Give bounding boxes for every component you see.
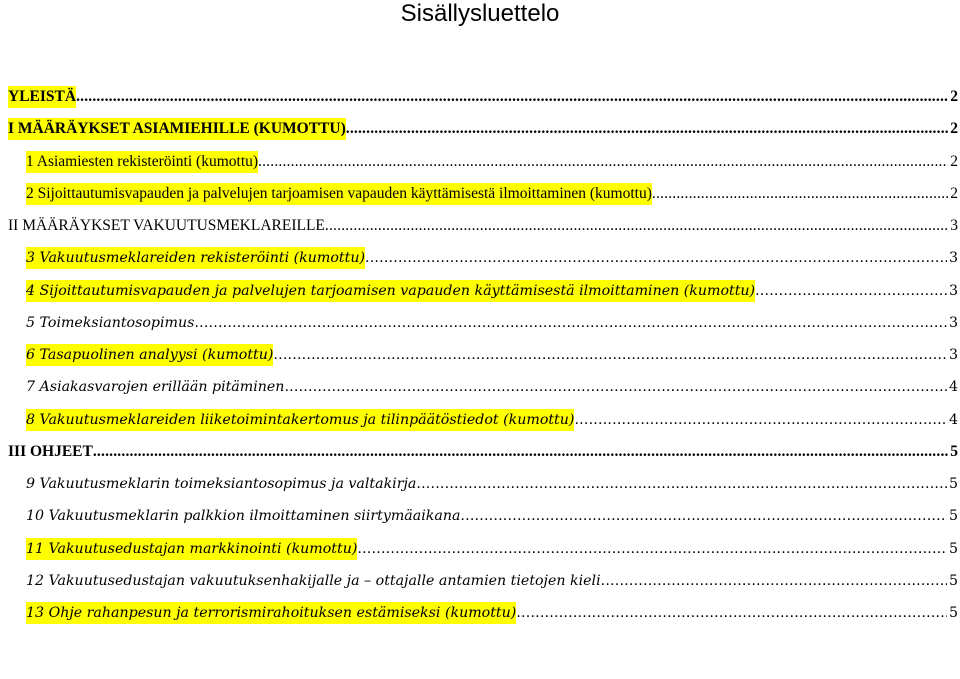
toc-entry-text: 4 Sijoittautumisvapauden ja palvelujen tarjoamisen vapauden käyttämisestä ilmoittaminen (kumottu): [26, 280, 755, 302]
dot-leader: [194, 312, 947, 334]
dot-leader: [273, 344, 947, 366]
toc-entry-text: III OHJEET: [8, 442, 93, 460]
toc-page-number: 2: [950, 88, 958, 105]
toc-entry-10[interactable]: [8, 505, 958, 530]
toc-entry-yleista[interactable]: [8, 86, 958, 111]
toc-page-number: 5: [948, 476, 958, 493]
toc-entry-5[interactable]: [8, 312, 958, 337]
toc-page-number: 3: [948, 314, 958, 331]
dot-leader: [346, 118, 949, 140]
page-title: Sisällysluettelo: [400, 0, 560, 27]
toc-page-number: 5: [948, 605, 958, 622]
table-of-contents: [8, 86, 958, 635]
toc-entry-maaraykset-asiamiehille[interactable]: [8, 118, 958, 143]
dot-leader: [755, 280, 947, 302]
toc-page-number: 3: [950, 217, 958, 235]
toc-entry-12[interactable]: [8, 570, 958, 595]
dot-leader: [93, 441, 948, 463]
toc-entry-text: 10 Vakuutusmeklarin palkkion ilmoittaminen siirtymäaikana: [26, 508, 461, 525]
toc-entry-text: 5 Toimeksiantosopimus: [26, 314, 195, 331]
toc-entry-text: 3 Vakuutusmeklareiden rekisteröinti (kumottu): [26, 247, 365, 269]
dot-leader: [357, 538, 947, 560]
dot-leader: [325, 215, 948, 237]
toc-entry-text: YLEISTÄ: [8, 86, 76, 108]
toc-page-number: 2: [950, 152, 958, 170]
toc-entry-13[interactable]: [8, 602, 958, 627]
toc-entry-text: 11 Vakuutusedustajan markkinointi (kumottu): [26, 538, 357, 560]
toc-entry-text: I MÄÄRÄYKSET ASIAMIEHILLE (KUMOTTU): [8, 118, 346, 140]
toc-page-number: 5: [948, 540, 958, 557]
toc-entry-text: 6 Tasapuolinen analyysi (kumottu): [26, 344, 273, 366]
dot-leader: [76, 86, 948, 108]
toc-entry-9[interactable]: [8, 473, 958, 498]
toc-page-number: 5: [950, 442, 958, 460]
toc-page-number: 4: [948, 411, 958, 428]
dot-leader: [516, 602, 947, 624]
toc-entry-ohjeet[interactable]: [8, 441, 958, 466]
dot-leader: [652, 183, 948, 205]
dot-leader: [416, 473, 947, 495]
toc-page-number: 5: [948, 508, 958, 525]
dot-leader: [258, 151, 948, 173]
dot-leader: [574, 409, 947, 431]
toc-entry-text: 12 Vakuutusedustajan vakuutuksenhakijalle ja – ottajalle antamien tietojen kieli: [26, 572, 601, 589]
toc-entry-3[interactable]: [8, 247, 958, 272]
dot-leader: [365, 247, 947, 269]
toc-page-number: 2: [950, 184, 958, 202]
toc-entry-text: 7 Asiakasvarojen erillään pitäminen: [26, 379, 285, 396]
toc-page-number: 3: [948, 250, 958, 267]
dot-leader: [460, 505, 947, 527]
toc-entry-text: 8 Vakuutusmeklareiden liiketoimintakertomus ja tilinpäätöstiedot (kumottu): [26, 409, 574, 431]
toc-entry-2[interactable]: [8, 183, 958, 208]
toc-entry-7[interactable]: [8, 376, 958, 401]
toc-page-number: 4: [948, 379, 958, 396]
toc-entry-text: 2 Sijoittautumisvapauden ja palvelujen tarjoamisen vapauden käyttämisestä ilmoittaminen (kumottu): [26, 183, 652, 205]
toc-entry-1[interactable]: [8, 151, 958, 176]
toc-entry-text: 9 Vakuutusmeklarin toimeksiantosopimus ja valtakirja: [26, 476, 417, 493]
toc-page-number: 5: [948, 572, 958, 589]
toc-entry-11[interactable]: [8, 538, 958, 563]
toc-entry-8[interactable]: [8, 409, 958, 434]
toc-entry-text: 13 Ohje rahanpesun ja terrorismirahoituksen estämiseksi (kumottu): [26, 602, 516, 624]
dot-leader: [284, 376, 947, 398]
toc-entry-4[interactable]: [8, 280, 958, 305]
toc-page-number: 3: [948, 282, 958, 299]
toc-page-number: 2: [950, 120, 958, 138]
toc-entry-6[interactable]: [8, 344, 958, 369]
toc-entry-text: 1 Asiamiesten rekisteröinti (kumottu): [26, 151, 258, 173]
toc-page-number: 3: [948, 347, 958, 364]
toc-entry-text: II MÄÄRÄYKSET VAKUUTUSMEKLAREILLE: [8, 217, 325, 235]
toc-entry-maaraykset-vakuutusmeklareille[interactable]: [8, 215, 958, 240]
dot-leader: [601, 570, 947, 592]
